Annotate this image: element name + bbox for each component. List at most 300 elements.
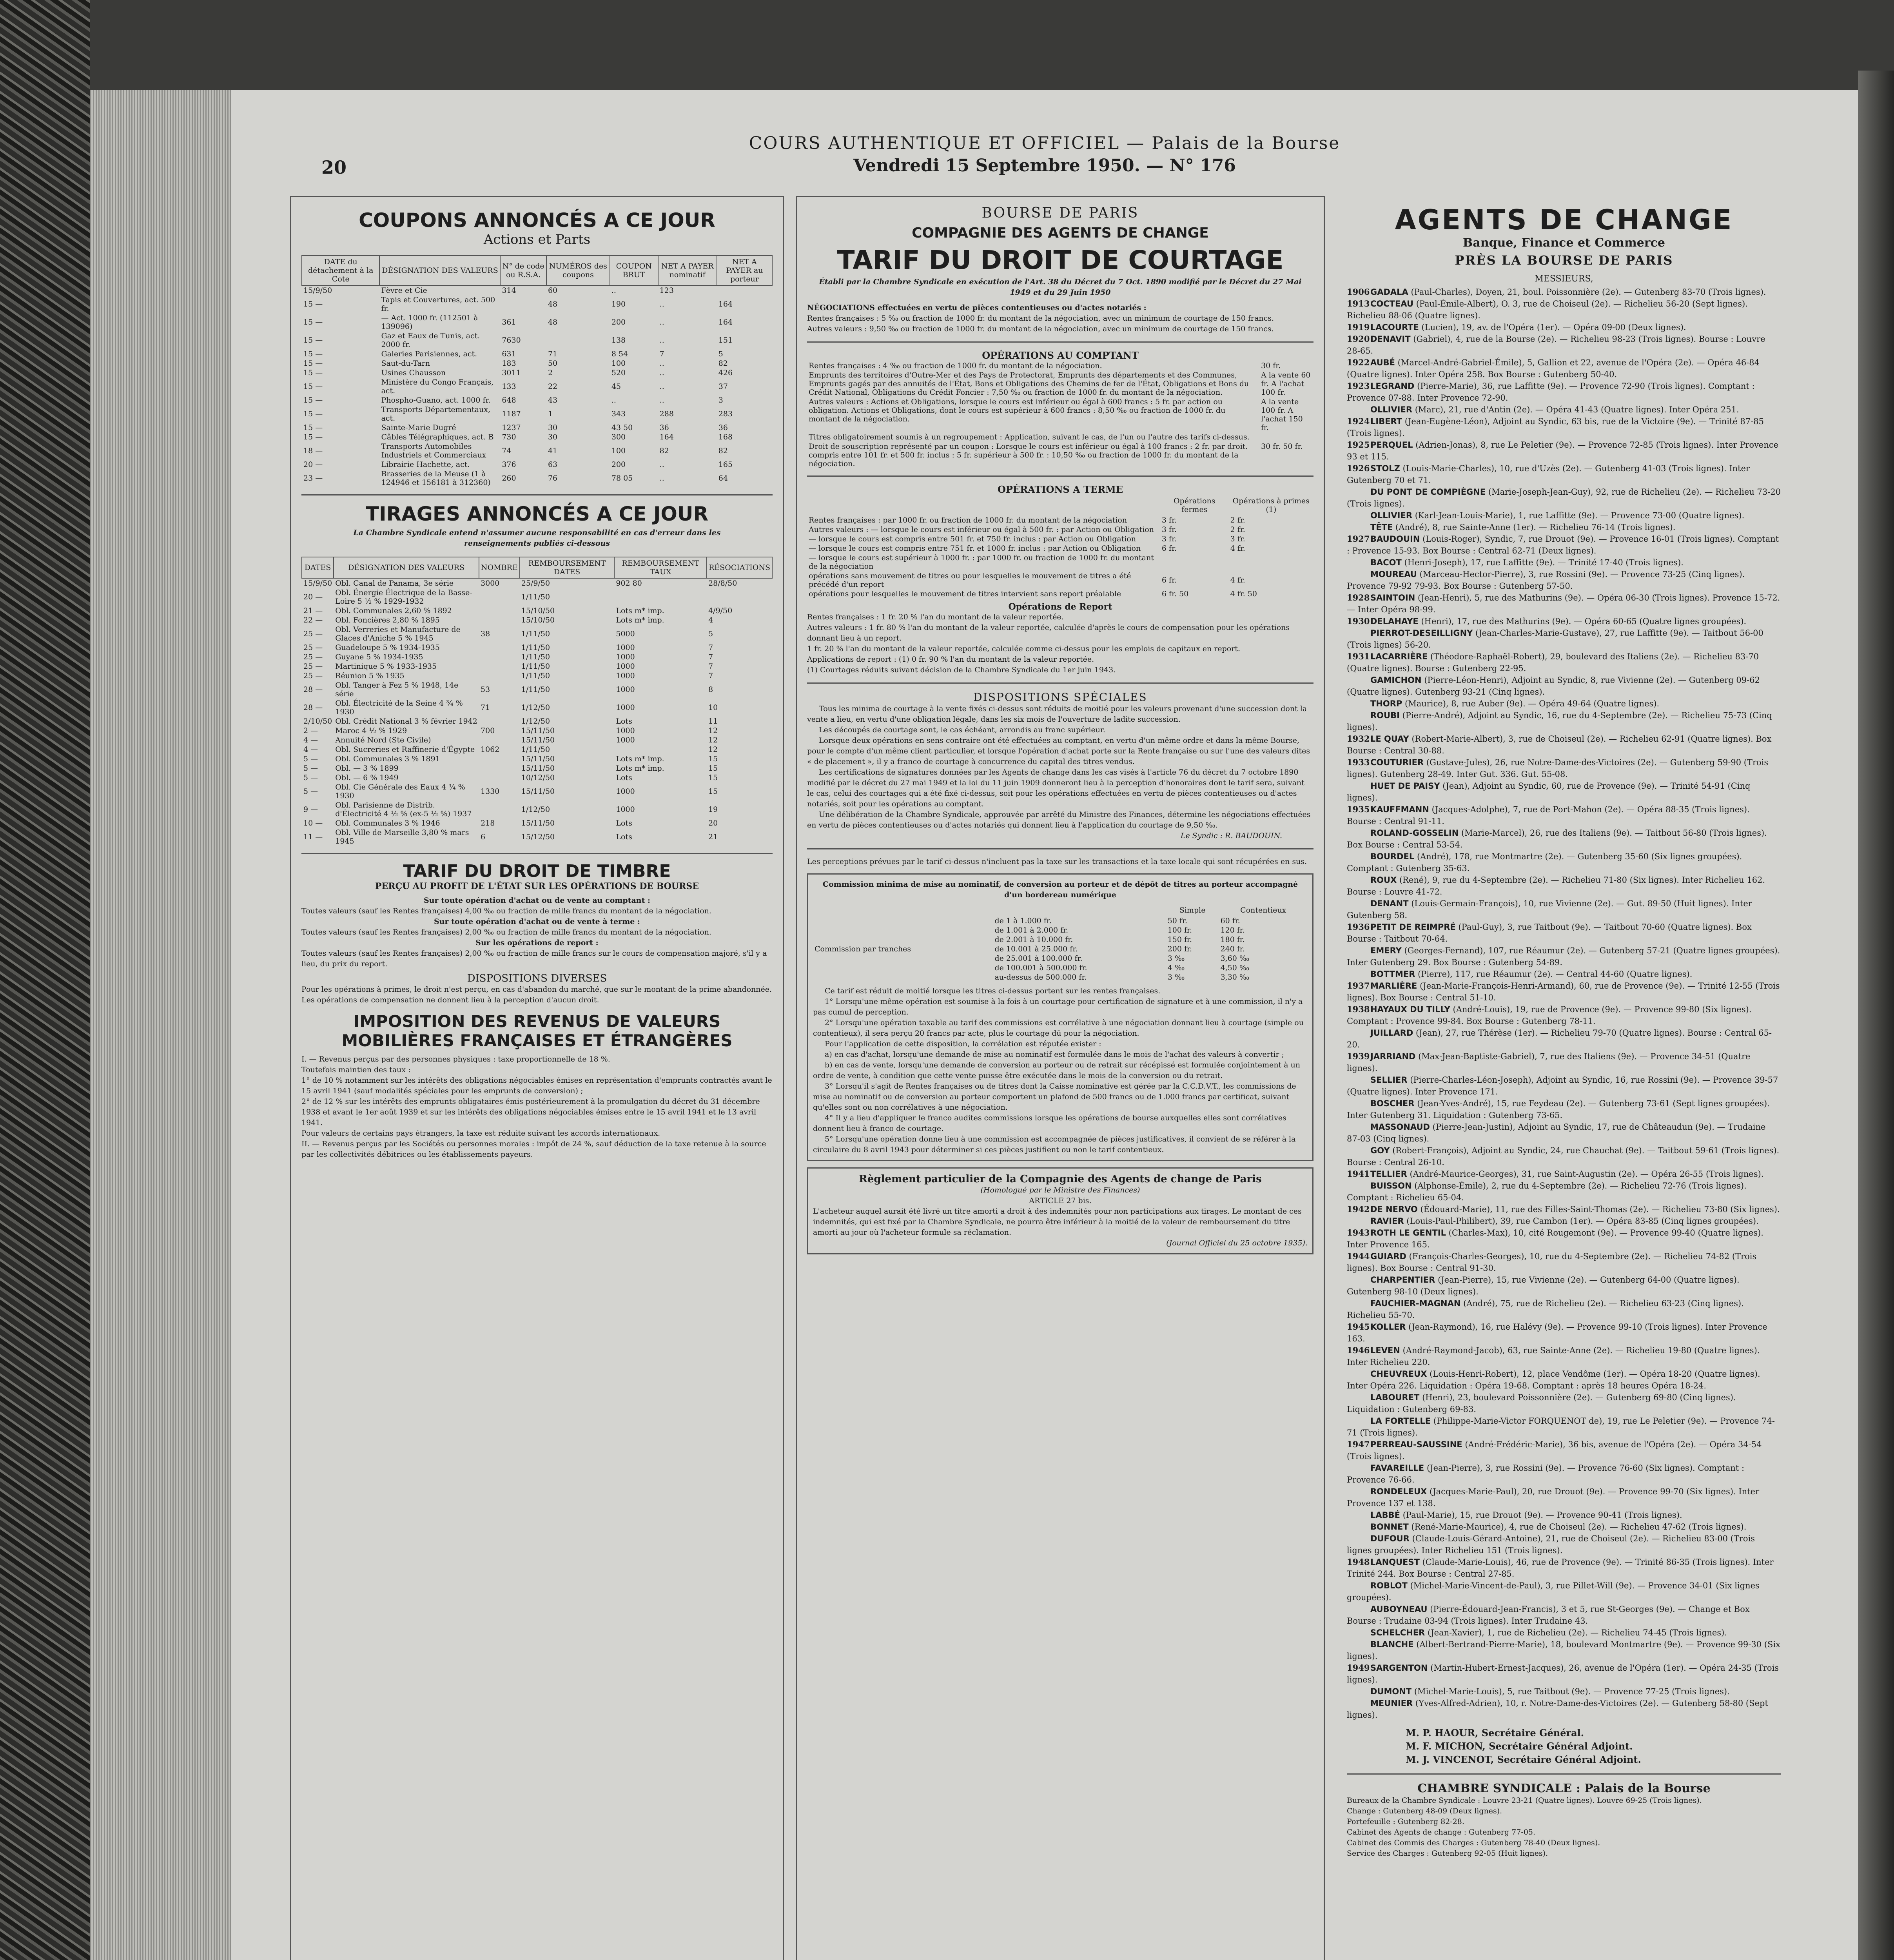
reglement-text: L'acheteur auquel aurait été livré un titre amorti a droit à des indemnités pour non participations aux tirages. Le montant de ces indemnités, qui est fixé par la Chambre Syndicale, ne pourra être inférieur à la moitié de la valeur de remboursement du titre amorti au jour où l'acheteur formule sa réclamation. [813,1207,1302,1237]
tirages-row [302,828,772,846]
comptant-row [807,397,1313,432]
tirages-cell: 25/9/50 [521,579,550,588]
imposition-title: IMPOSITION DES REVENUS DE VALEURS MOBILIÈRES FRANÇAISES ET ÉTRANGÈRES [341,1012,733,1050]
coupons-header: DÉSIGNATION DES VALEURS [379,256,500,285]
agent-name: DENANT [1370,899,1409,908]
agent-entry [1347,510,1781,521]
agent-year: 1930 [1347,616,1370,626]
coupons-row [302,349,772,359]
coupons-row [302,331,772,349]
comptant-title: OPÉRATIONS AU COMPTANT [982,350,1139,361]
agent-details: (Robert-François), Adjoint au Syndic, 24, rue Chauchat (9e). — Taitbout 59-61 (Trois lignes). Bourse : Central 26-10. [1347,1146,1780,1167]
tirages-cell: 1/11/50 [521,593,550,601]
comptant-text: Rentes françaises : 4 ‰ ou fraction de 1000 fr. du montant de la négociation. [809,361,1102,370]
commission-simple: 3 ‰ [1167,973,1185,982]
agent-entry [1347,1203,1781,1215]
coupons-cell: 20 — [303,460,323,469]
tirages-cell: 1/11/50 [521,662,550,671]
coupons-cell: 15 — [303,336,323,345]
agent-entry [1347,1662,1781,1686]
tirages-cell: Lots [616,773,632,782]
agent-details: (Claude-Louis-Gérard-Antoine), 21, rue de Choiseul (2e). — Richelieu 83-00 (Trois lignes groupées). Inter Richelieu 151 (Trois lignes). [1347,1534,1755,1555]
agent-name: MARLIÈRE [1370,981,1417,991]
agent-details: (Pierre-Léon-Henri), Adjoint au Syndic, 8, rue Vivienne (2e). — Gutenberg 09-62 (Quatre lignes). Gutenberg 93-21 (Cinq lignes). [1347,675,1760,697]
commission-simple: 3 ‰ [1167,954,1185,963]
chambre-line: Change : Gutenberg 48-09 (Deux lignes). [1347,1807,1502,1815]
commission-contentieux: 4,50 ‰ [1220,964,1250,972]
tirages-row [302,588,772,606]
agent-year: 1938 [1347,1004,1370,1014]
tirages-cell: 15/11/50 [521,819,555,828]
agent-year: 1926 [1347,463,1370,473]
agent-details: (Jean-Xavier), 1, rue de Richelieu (2e). — Richelieu 74-45 (Trois lignes). [1428,1628,1727,1637]
agent-entry [1347,1051,1781,1074]
tirages-cell: Lots m* imp. [616,606,664,615]
agent-entry [1347,1004,1781,1027]
article: ARTICLE 27 bis. [1029,1196,1092,1205]
agent-name: ROBLOT [1370,1581,1408,1590]
agent-entry [1347,1145,1781,1168]
agent-name: GAMICHON [1370,675,1422,685]
commission-note: 5° Lorsqu'une opération donne lieu à une commission est accompagnée de pièces justificatives, il convient de se référer à la circulaire du 8 avril 1943 pour déterminer si ces pièces justifient ou non le tarif contentieux. [813,1135,1296,1154]
coupons-cell: 45 [611,382,621,391]
coupons-cell: 76 [548,474,558,483]
tirages-cell: 15/11/50 [521,787,555,796]
agent-entry [1347,286,1781,298]
tirages-cell: 1/12/50 [521,805,550,814]
tirages-cell: Obl. Sucreries et Raffinerie d'Égypte [335,745,475,754]
tirages-cell [614,588,707,606]
coupons-cell: .. [659,359,664,368]
tirages-cell: 20 — [303,593,323,601]
coupons-cell: .. [611,396,616,405]
terme-ferme: 3 fr. [1161,516,1177,524]
agent-name: TÊTE [1370,523,1393,532]
tirages-cell: 5 [708,630,713,638]
comptant-text: Titres obligatoirement soumis à un regroupement : Application, suivant le cas, de l'un ou l'autre des tarifs ci-dessus. [809,433,1250,441]
tirages-cell: 4/9/50 [708,606,733,615]
tirages-cell: 12 [708,726,718,735]
tirages-cell: 22 — [303,616,323,624]
coupons-cell: 43 [548,396,558,405]
agent-entry [1347,1415,1781,1439]
coupons-row [302,432,772,442]
commission-label-empty [813,963,993,973]
tirages-row [302,578,772,588]
agent-details: (Albert-Bertrand-Pierre-Marie), 18, boulevard Montmartre (9e). — Provence 99-30 (Six lignes). [1347,1640,1780,1661]
coupons-cell: 64 [718,474,728,483]
agent-entry [1347,733,1781,757]
agent-year: 1941 [1347,1169,1370,1179]
tirages-cell: 1/11/50 [521,671,550,680]
agent-details: (Édouard-Marie), 11, rue des Filles-Saint-Thomas (2e). — Richelieu 73-80 (Six lignes). [1420,1205,1780,1214]
tirages-cell: 7 [708,643,713,652]
agent-details: (Claude-Marie-Louis), 46, rue de Provence (9e). — Trinité 86-35 (Trois lignes). Inter Trinité 244. Box Bourse : Central 27-85. [1347,1557,1774,1579]
agent-year: 1933 [1347,757,1370,767]
imposition-p5: Pour valeurs de certains pays étrangers, la taxe est réduite suivant les accords internationaux. [301,1129,660,1138]
coupons-cell: 164 [718,300,733,309]
terme-text: — lorsque le cours est compris entre 501 fr. et 750 fr. inclus : par Action ou Obligation [809,535,1136,543]
tirages-cell: 6 [481,833,486,841]
coupons-cell: 37 [718,382,728,391]
tirages-row [302,625,772,643]
tirages-cell [479,615,520,625]
agent-name: DE NERVO [1370,1205,1418,1214]
commission-header: Simple [1179,906,1206,915]
coupons-cell: 30 [548,423,558,432]
agent-details: (Louis-Henri-Robert), 12, place Vendôme (1er). — Opéra 18-20 (Quatre lignes). Inter Opéra 226. Liquidation : Opéra 19-68. Comptant : après 18 heures Opéra 18-24. [1347,1369,1760,1390]
tirages-cell: Obl. Cie Générale des Eaux 4 ¾ % 1930 [335,783,465,800]
coupons-cell: 183 [502,359,516,368]
tirages-cell: 2 — [303,726,318,735]
coupons-cell: 3 [718,396,723,405]
agent-details: (Jean-Yves-André), 15, rue Feydeau (2e). — Gutenberg 73-61 (Sept lignes groupées). Inter Gutenberg 31. Liquidation : Gutenberg 73-65. [1347,1099,1770,1120]
terme-prime: 2 fr. [1230,525,1245,534]
agent-details: (Yves-Alfred-Adrien), 10, r. Notre-Dame-des-Victoires (2e). — Gutenberg 58-80 (Sept lignes). [1347,1699,1768,1720]
tirages-cell: 15/11/50 [521,755,555,763]
terme-prime [1229,553,1313,571]
coupons-cell: 7 [659,350,664,358]
tirages-header: REMBOURSEMENT TAUX [614,557,707,578]
journal: (Journal Officiel du 25 octobre 1935). [1166,1239,1308,1247]
agent-name: MEUNIER [1370,1699,1413,1708]
agent-entry [1347,380,1781,404]
coupons-cell: 30 [548,433,558,441]
tirages-cell: 4 — [303,736,318,744]
agent-details: (Adrien-Jonas), 8, rue Le Peletier (9e). — Provence 72-85 (Trois lignes). Inter Provence 93 et 115. [1347,440,1779,461]
tirages-cell [479,662,520,671]
agent-entry [1347,1321,1781,1345]
tirages-cell: Guyane 5 % 1934-1935 [335,653,423,661]
agent-entry [1347,1439,1781,1462]
coupons-row [302,285,772,295]
commission-range: de 100.001 à 500.000 fr. [994,964,1087,972]
coupons-cell: 15 — [303,423,323,432]
tirages-cell: 25 — [303,653,323,661]
agents-list [1347,286,1781,1721]
terme-text: opérations pour lesquelles le mouvement de titres intervient sans report préalable [809,590,1121,598]
agent-name: PIERROT-DESEILLIGNY [1370,628,1473,638]
coupons-cell: 15 — [303,433,323,441]
coupons-cell: 283 [718,410,733,418]
imposition-p1: I. — Revenus perçus par des personnes physiques : taxe proportionnelle de 18 %. [301,1055,610,1063]
page-header [231,133,1858,176]
coupons-cell: 288 [659,410,674,418]
agent-details: (René-Marie-Maurice), 4, rue de Choiseul (2e). — Richelieu 47-62 (Trois lignes). [1411,1522,1747,1532]
agent-name: MASSONAUD [1370,1122,1430,1132]
coupons-cell: 15 — [303,382,323,391]
agent-entry [1347,921,1781,945]
agent-details: (Paul-Charles), Doyen, 21, boul. Poissonnière (2e). — Gutenberg 83-70 (Trois lignes). [1411,287,1766,297]
tirages-cell: 15/9/50 [303,579,332,588]
coupons-row [302,442,772,460]
commission-contentieux: 180 fr. [1220,935,1245,944]
coupons-cell: 5 [718,350,723,358]
terme-prime: 4 fr. [1230,544,1245,553]
tirages-cell: 1/11/50 [521,653,550,661]
tirages-cell: 25 — [303,662,323,671]
tirages-cell: Lots m* imp. [616,755,664,763]
report-title: Opérations de Report [1008,602,1112,612]
tirages-cell: Obl. — 6 % 1949 [335,773,399,782]
tirages-cell [479,671,520,681]
tirages-cell: 2/10/50 [303,717,332,726]
coupons-row [302,460,772,469]
agent-entry [1347,898,1781,921]
chambre-title: CHAMBRE SYNDICALE : Palais de la Bourse [1417,1782,1711,1795]
tirages-cell: 1/11/50 [521,630,550,638]
agent-name: SCHELCHER [1370,1628,1425,1637]
tirages-cell: Lots [616,819,632,828]
agent-name: PERQUEL [1370,440,1413,450]
commission-note: 3° Lorsqu'il s'agit de Rentes françaises ou de titres dont la Caisse nominative est gérée par la C.C.D.V.T., les commissions de mise au nominatif ou de conversion au porteur comportent un plafond de 500 francs ou de 1.000 francs par certificat, suivant qu'elles sont ou non corrélatives à une négociation. [813,1082,1296,1112]
coupons-row [302,295,772,313]
agent-name: KAUFFMANN [1370,805,1429,814]
center-column [796,196,1325,1960]
dispo-line: Les découpés de courtage sont, le cas échéant, arrondis au franc supérieur. [819,726,1105,734]
commission-simple: 200 fr. [1167,945,1192,953]
commission-row [813,973,1308,982]
agent-name: FAUCHIER-MAGNAN [1370,1299,1461,1308]
dispo-line: Tous les minima de courtage à la vente fixés ci-dessus sont réduits de moitié pour les valeurs provenant d'une succession dont la vente a lieu, en vertu d'une obligation légale, dans les six mois de l'ouverture de ladite succession. [807,704,1307,724]
agents-subtitle: Banque, Finance et Commerce [1463,236,1665,250]
coupons-cell [717,285,772,295]
coupons-cell: Câbles Télégraphiques, act. B [381,433,494,441]
tirages-cell: 1000 [616,805,635,814]
coupons-cell: 730 [502,433,516,441]
tirages-row [302,681,772,699]
terme-row [807,515,1313,525]
agent-details: (Gustave-Jules), 26, rue Notre-Dame-des-Victoires (2e). — Gutenberg 59-90 (Trois lignes). Gutenberg 28-49. Inter Gut. 336. Gut. 55-08. [1347,758,1769,779]
tirages-cell: Obl. Foncières 2,80 % 1895 [335,616,440,624]
tirages-cell [479,764,520,773]
agent-details: (Pierre-Jean-Justin), Adjoint au Syndic, 17, rue de Châteaudun (9e). — Trudaine 87-03 (Cinq lignes). [1347,1122,1766,1143]
tirages-row [302,643,772,652]
agent-entry [1347,333,1781,357]
coupons-cell: Transports Départementaux, act. [381,405,491,423]
agent-details: (François-Charles-Georges), 10, rue du 4-Septembre (2e). — Richelieu 74-82 (Trois lignes). Box Bourse : Central 91-30. [1347,1252,1757,1273]
terme-text: — lorsque le cours est supérieur à 1000 fr. : par 1000 fr. ou fraction de 1000 fr. du montant de la négociation [809,554,1154,571]
tirages-cell: 15 [708,764,718,773]
tirages-cell: 25 — [303,643,323,652]
timbre-p3: Toutes valeurs (sauf les Rentes françaises) 2,00 ‰ ou fraction de mille francs sur le cours de compensation majoré, s'il y a lieu, du prix du report. [301,949,767,968]
tirages-cell: 15 [708,755,718,763]
coupons-cell: 1187 [502,410,521,418]
agent-entry [1347,1627,1781,1639]
tirages-row [302,764,772,773]
agent-entry [1347,615,1781,627]
syndic: Le Syndic : R. BAUDOUIN. [1180,831,1282,840]
agent-entry [1347,874,1781,898]
agent-name: ROUBI [1370,711,1400,720]
agent-entry [1347,698,1781,710]
tirages-cell: 25 — [303,671,323,680]
agent-details: (Marie-Joseph-Jean-Guy), 92, rue de Richelieu (2e). — Richelieu 73-20 (Trois lignes). [1347,487,1781,508]
tirages-row [302,754,772,764]
tirages-cell: Lots [616,833,632,841]
tirages-cell: 15/10/50 [521,606,555,615]
coupons-cell: Gaz et Eaux de Tunis, act. 2000 fr. [381,332,480,349]
tirages-row [302,662,772,671]
agent-details: (Jean-Henri), 5, rue des Mathurins (9e). — Opéra 06-30 (Trois lignes). Provence 15-72. — Inter Opéra 98-99. [1347,593,1780,614]
agent-entry [1347,1074,1781,1098]
coupons-cell: 648 [502,396,516,405]
agent-details: (Jean-Pierre), 3, rue Rossini (9e). — Provence 76-60 (Six lignes). Comptant : Provence 76-66. [1347,1463,1745,1485]
agent-details: (Jean-Charles-Marie-Gustave), 27, rue Laffitte (9e). — Taitbout 56-00 (Trois lignes) 56-20. [1347,628,1763,650]
tirages-cell: 20 [708,819,718,828]
agent-entry [1347,1521,1781,1533]
tirages-cell: 1000 [616,671,635,680]
agent-name: CHARPENTIER [1370,1275,1435,1285]
agent-details: (Philippe-Marie-Victor FORQUENOT de), 19, rue Le Peletier (9e). — Provence 74-71 (Trois lignes). [1347,1416,1775,1437]
coupons-cell: Ministère du Congo Français, act. [381,378,494,395]
commission-notes [813,986,1308,1155]
coupons-cell: 520 [611,368,626,377]
tirages-cell: Obl. Électricité de la Seine 4 ¾ % 1930 [335,699,463,716]
agent-name: COCTEAU [1370,299,1414,309]
agent-details: (Marie-Marcel), 26, rue des Italiens (9e). — Taitbout 56-80 (Trois lignes). Box Bourse : Central 53-54. [1347,828,1767,849]
tirages-row [302,699,772,717]
agent-details: (André-Raymond-Jacob), 63, rue Sainte-Anne (2e). — Richelieu 19-80 (Quatre lignes). Inter Richelieu 220. [1347,1346,1760,1367]
tirages-cell: Obl. Communales 3 % 1946 [335,819,440,828]
commission-label-empty [813,916,993,926]
tirages-cell: Obl. Communales 2,60 % 1892 [335,606,452,615]
coupons-row [302,423,772,432]
agent-name: JARRIAND [1370,1052,1416,1061]
terme-row [807,544,1313,553]
tirages-cell: Obl. — 3 % 1899 [335,764,399,773]
agent-entry [1347,486,1781,510]
agent-details: (Pierre-André), Adjoint au Syndic, 16, rue du 4-Septembre (2e). — Richelieu 75-73 (Cinq lignes). [1347,711,1772,732]
agent-name: BOTTMER [1370,969,1415,979]
commission-contentieux: 120 fr. [1220,926,1245,935]
report-line: Rentes françaises : 1 fr. 20 % l'an du montant de la valeur reportée. [807,613,1064,621]
tirages-cell: Réunion 5 % 1935 [335,671,405,680]
agent-entry [1347,1368,1781,1392]
tirages-cell: 1000 [616,653,635,661]
tirages-header: REMBOURSEMENT DATES [520,557,615,578]
agent-details: (André), 8, rue Sainte-Anne (1er). — Richelieu 76-14 (Trois lignes). [1395,523,1676,532]
coupons-cell: .. [659,318,664,327]
coupons-row [302,368,772,377]
tirages-cell: 1000 [616,662,635,671]
agent-entry [1347,533,1781,557]
tirages-cell: 28 — [303,685,323,694]
coupons-cell: 190 [611,300,626,309]
agent-name: LE QUAY [1370,734,1409,744]
agent-entry [1347,357,1781,380]
commission-simple: 100 fr. [1167,926,1192,935]
commission-range: au-dessus de 500.000 fr. [994,973,1087,982]
tirages-cell: 1000 [616,736,635,744]
agent-year: 1931 [1347,652,1370,661]
tirages-cell: Guadeloupe 5 % 1934-1935 [335,643,440,652]
agent-entry [1347,1345,1781,1368]
tirages-cell: 25 — [303,630,323,638]
coupons-cell: 15 — [303,410,323,418]
agent-entry [1347,521,1781,533]
coupons-row [302,396,772,405]
agent-name: BONNET [1370,1522,1409,1532]
agent-entry [1347,1215,1781,1227]
tirages-cell: 15/12/50 [521,833,555,841]
tirages-cell: 8 [708,685,713,694]
agent-details: (Pierre-Édouard-Jean-Francis), 3 et 5, rue St-Georges (9e). — Change et Box Bourse : Trudaine 03-94 (Trois lignes). Inter Trudaine 43. [1347,1604,1750,1626]
coupons-cell: 23 — [303,474,323,483]
agent-details: (André-Frédéric-Marie), 36 bis, avenue de l'Opéra (2e). — Opéra 34-54 (Trois lignes). [1347,1440,1762,1461]
coupons-row [302,359,772,368]
commission-range: de 25.001 à 100.000 fr. [994,954,1083,963]
coupons-cell: Sainte-Marie Dugré [381,423,456,432]
newspaper-page [231,90,1858,1960]
agent-name: SAINTOIN [1370,593,1415,603]
agent-details: (Georges-Fernand), 107, rue Réaumur (2e). — Gutenberg 57-21 (Quatre lignes groupées). Inter Gutenberg 29. Box Bourse : Gutenberg 54-89. [1347,946,1780,967]
coupons-cell: Phospho-Guano, act. 1000 fr. [381,396,491,405]
agent-entry [1347,1098,1781,1121]
coupons-cell: 100 [611,359,626,368]
comptant-table [807,361,1313,468]
agent-entry [1347,851,1781,874]
coupons-cell: 7630 [502,336,521,345]
agent-details: (Henri-Joseph), 17, rue Laffitte (9e). — Trinité 17-40 (Trois lignes). [1404,558,1684,567]
chambre-line: Cabinet des Agents de change : Gutenberg 77-05. [1347,1828,1536,1837]
commission-contentieux: 3,30 ‰ [1220,973,1250,982]
agent-name: SARGENTON [1370,1663,1428,1673]
agent-name: BUISSON [1370,1181,1412,1191]
header-line1: COURS AUTHENTIQUE ET OFFICIEL — Palais de la Bourse [749,133,1341,153]
secretaire: M. P. HAOUR, Secrétaire Général. [1406,1727,1584,1739]
coupons-cell: Usines Chausson [381,368,446,377]
terme-text: Rentes françaises : par 1000 fr. ou fraction de 1000 fr. du montant de la négociation [809,516,1127,524]
tirages-cell [479,717,520,726]
commission-note: Pour l'application de cette disposition, la corrélation est réputée exister : [825,1040,1101,1048]
agent-year: 1925 [1347,440,1370,450]
coupons-cell: 314 [502,286,516,295]
tirages-cell: Obl. Tanger à Fez 5 % 1948, 14e série [335,681,459,698]
agent-details: (Paul-Guy), 3, rue Taitbout (9e). — Taitbout 70-60 (Quatre lignes). Box Bourse : Taitbout 70-64. [1347,922,1752,944]
agent-year: 1923 [1347,381,1370,391]
tirages-cell: 1000 [616,787,635,796]
tarif-nego2: Autres valeurs : 9,50 ‰ ou fraction de 1000 fr. du montant de la négociation, avec un minimum de courtage de 150 francs. [807,325,1274,333]
agent-year: 1935 [1347,804,1370,814]
coupons-cell: .. [659,336,664,345]
agent-details: (Maurice), 8, rue Auber (9e). — Opéra 49-64 (Quatre lignes). [1405,699,1660,708]
header-line2: Vendredi 15 Septembre 1950. — N° 176 [853,156,1236,176]
tirages-row [302,615,772,625]
tirages-cell: Lots [616,717,632,726]
coupons-cell: — Act. 1000 fr. (112501 à 139096) [381,314,478,331]
agent-name: PETIT DE REIMPRÉ [1370,922,1456,932]
agent-details: (Alphonse-Émile), 2, rue du 4-Septembre (2e). — Richelieu 72-76 (Trois lignes). Comptant : Richelieu 65-04. [1347,1181,1747,1202]
coupons-cell: 82 [659,446,669,455]
terme-header: Opérations fermes [1173,497,1215,514]
tirages-cell: 7 [708,653,713,661]
timbre-p2: Toutes valeurs (sauf les Rentes françaises) 2,00 ‰ ou fraction de mille francs du montant de la négociation. [301,928,711,936]
comptant-minimum: A la vente 60 fr. A l'achat 100 fr. [1261,371,1311,397]
tirages-cell: 15/11/50 [521,726,555,735]
coupons-cell: 1237 [502,423,521,432]
agent-name: THORP [1370,699,1402,708]
agent-name: RONDELEUX [1370,1487,1427,1496]
chambre-line: Portefeuille : Gutenberg 82-28. [1347,1817,1464,1826]
tirages-row [302,782,772,800]
agent-name: BOSCHER [1370,1099,1415,1108]
tirages-row [302,726,772,735]
coupons-header: NET A PAYER nominatif [658,256,717,285]
tirages-cell: 19 [708,805,718,814]
agent-name: OLLIVIER [1370,511,1413,520]
comptant-row [807,432,1313,442]
